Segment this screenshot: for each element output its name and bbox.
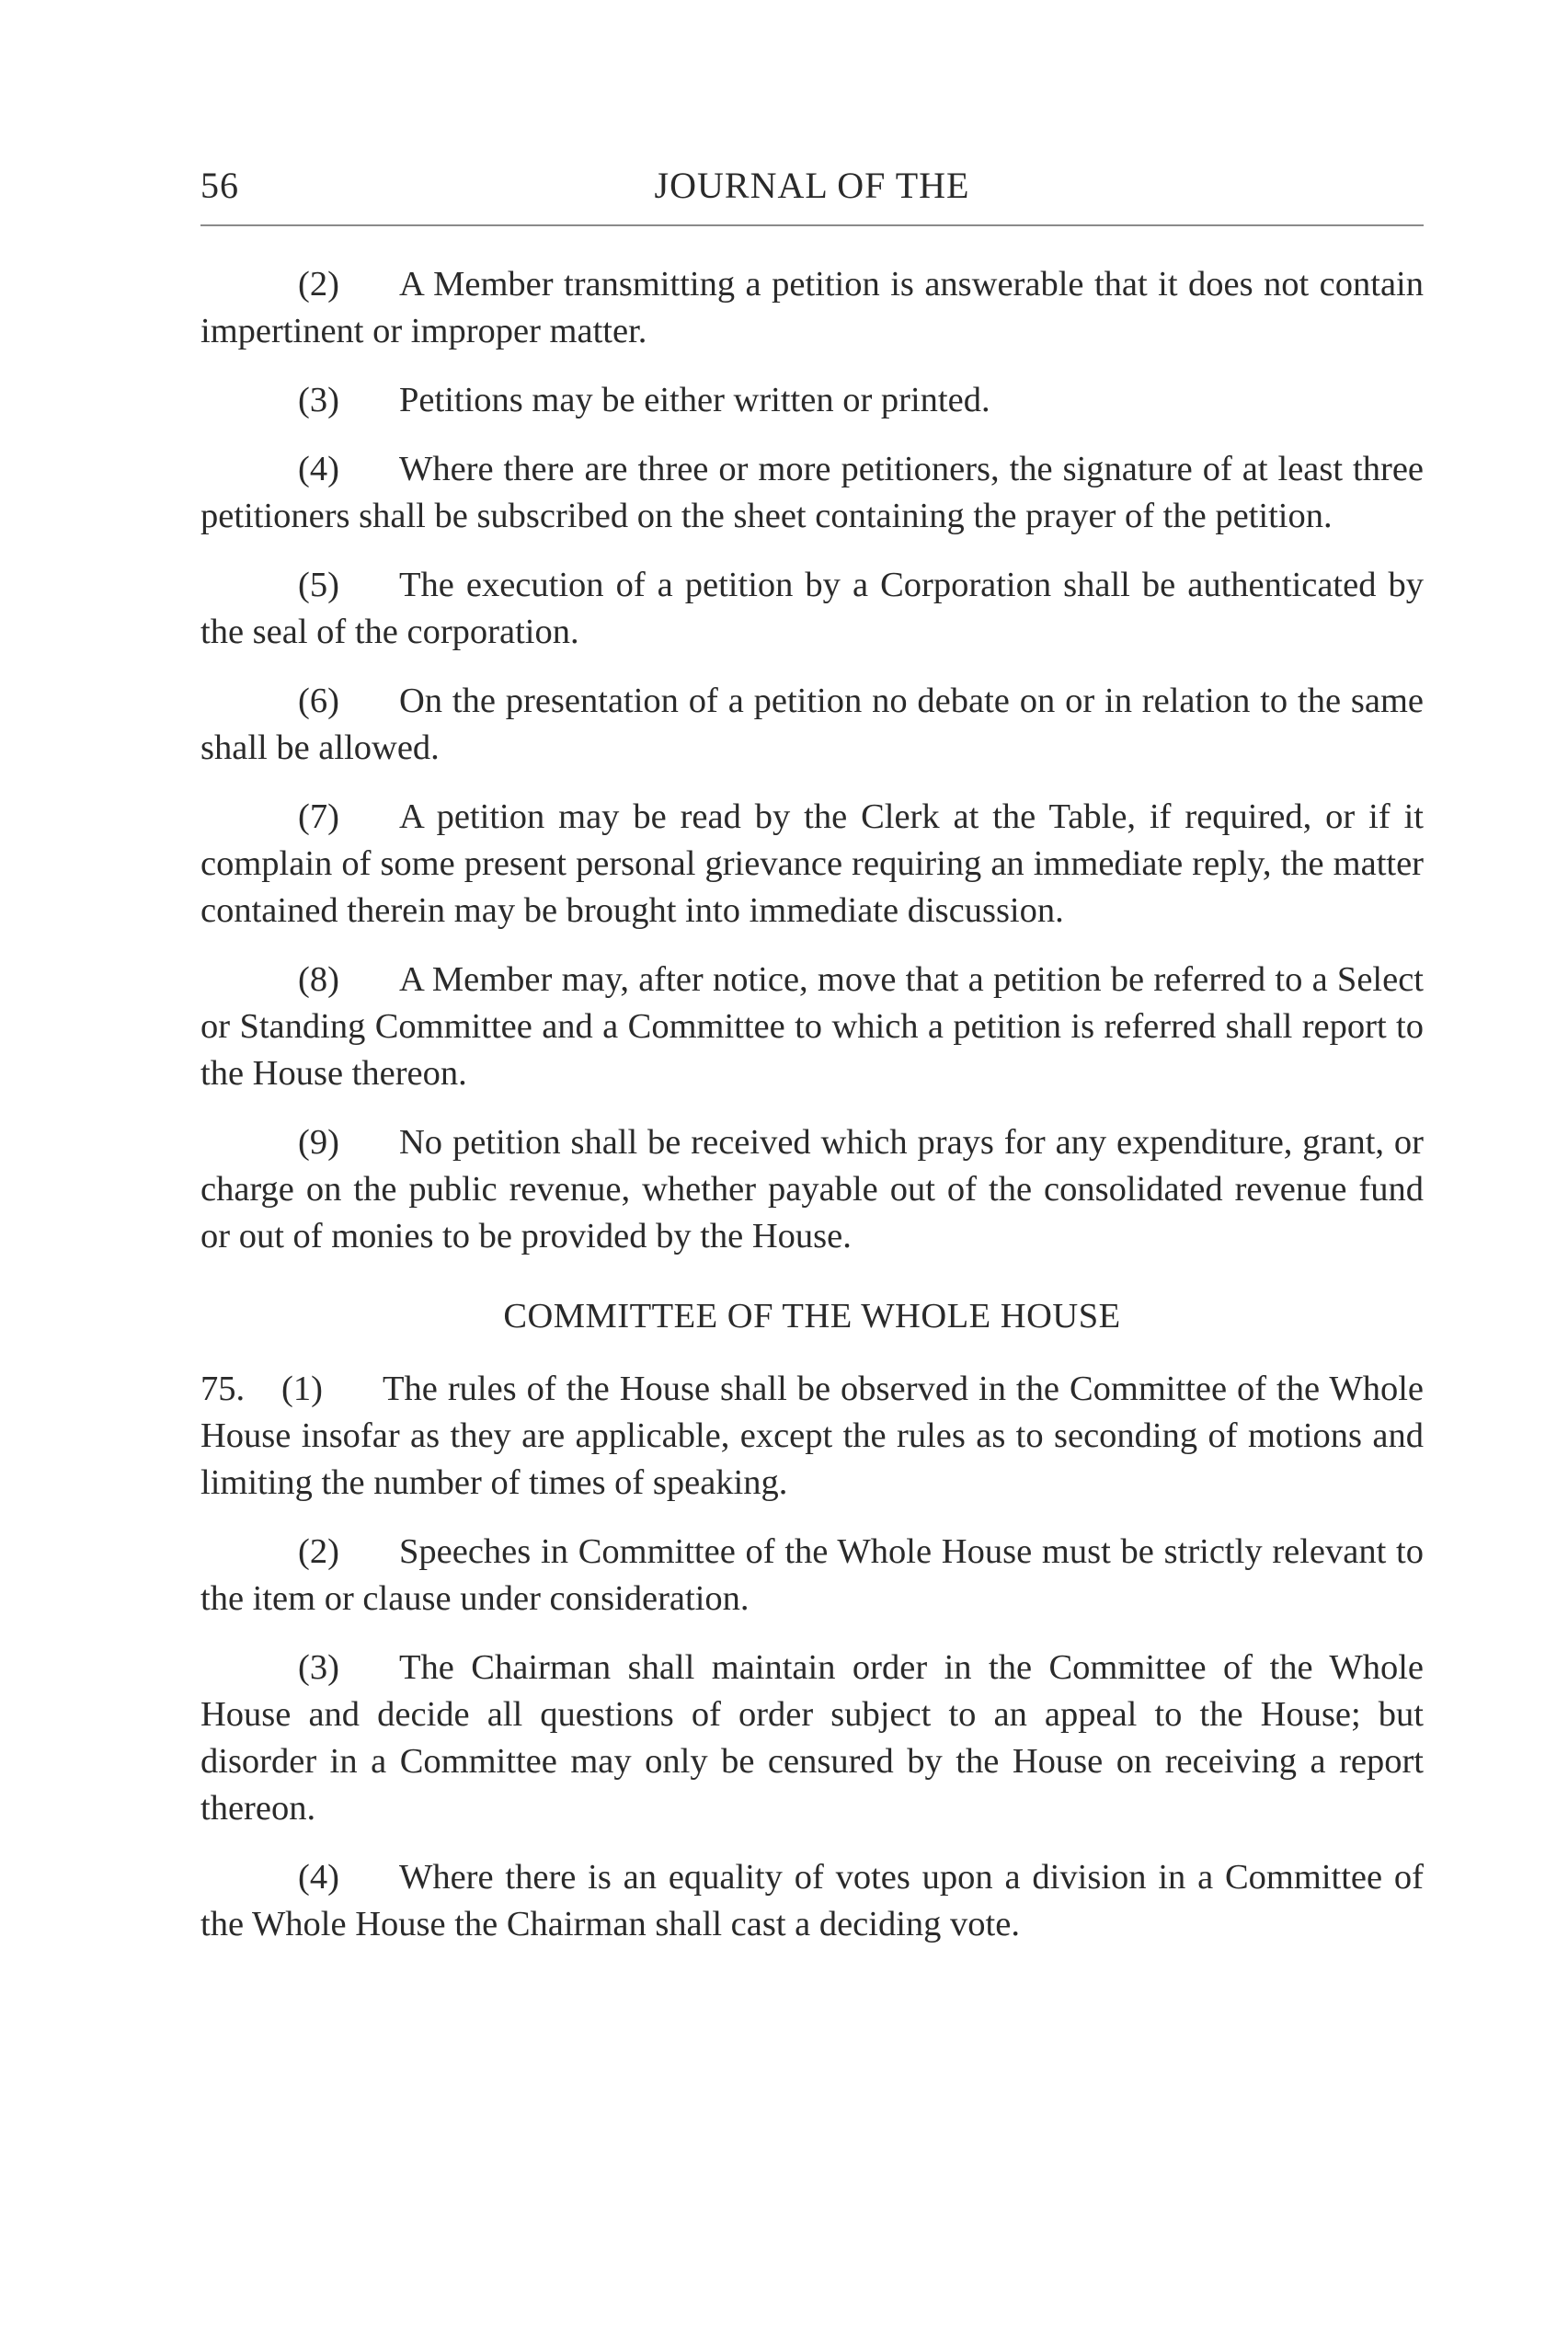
rule-75-paragraph-2 (200, 1529, 1424, 1622)
paragraph-2 (200, 261, 1424, 355)
paragraph-text: A petition may be read by the Clerk at the Table, if required, or if it complain of some present personal grievance requiring an immediate reply, the matter contained therein may be brought into immediate discussion. (200, 797, 1424, 930)
paragraph-number: (7) (298, 797, 339, 836)
rule-75-paragraph-3 (200, 1645, 1424, 1832)
body-text (200, 261, 1424, 1948)
paragraph-number: (2) (298, 265, 339, 304)
running-head (200, 164, 1424, 219)
rule-75-paragraph-1 (200, 1366, 1424, 1507)
paragraph-5 (200, 562, 1424, 656)
paragraph-number: (2) (298, 1532, 339, 1571)
paragraph-text: No petition shall be received which prays for any expenditure, grant, or charge on the public revenue, whether payable out of the consolidated revenue fund or out of monies to be provided by the House. (200, 1123, 1424, 1255)
page-number: 56 (200, 165, 239, 206)
paragraph-text: The rules of the House shall be observed in the Committee of the Whole House insofar as they are applicable, except the rules as to seconding of motions and limiting the number of times of speaking. (200, 1370, 1424, 1502)
paragraph-number: (5) (298, 566, 339, 604)
paragraph-3 (200, 377, 1424, 424)
rule-number: 75. (200, 1370, 246, 1408)
paragraph-number: (1) (281, 1370, 323, 1408)
paragraph-number: (6) (298, 682, 339, 720)
paragraph-text: Where there are three or more petitioners, the signature of at least three petitioners shall be subscribed on the sheet containing the prayer of the petition. (200, 450, 1424, 535)
rule-75-paragraph-4 (200, 1854, 1424, 1948)
paragraph-8 (200, 957, 1424, 1097)
paragraph-text: A Member may, after notice, move that a petition be referred to a Select or Standing Committee and a Committee to which a petition is referred shall report to the House thereon. (200, 960, 1424, 1093)
paragraph-number: (4) (298, 1858, 339, 1897)
paragraph-number: (4) (298, 450, 339, 488)
section-heading: COMMITTEE OF THE WHOLE HOUSE (503, 1297, 1121, 1335)
paragraph-number: (3) (298, 381, 339, 419)
paragraph-9 (200, 1119, 1424, 1260)
paragraph-text: A Member transmitting a petition is answerable that it does not contain impertinent or improper matter. (200, 265, 1424, 350)
paragraph-text: On the presentation of a petition no debate on or in relation to the same shall be allowed. (200, 682, 1424, 767)
paragraph-text: Petitions may be either written or printed. (399, 381, 990, 419)
paragraph-number: (9) (298, 1123, 339, 1162)
paragraph-text: The execution of a petition by a Corporation shall be authenticated by the seal of the corporation. (200, 566, 1424, 651)
paragraph-4 (200, 446, 1424, 540)
paragraph-text: Where there is an equality of votes upon a division in a Committee of the Whole House the Chairman shall cast a deciding vote. (200, 1858, 1424, 1943)
paragraph-6 (200, 678, 1424, 772)
paragraph-number: (8) (298, 960, 339, 999)
paragraph-text: Speeches in Committee of the Whole House must be strictly relevant to the item or clause under consideration. (200, 1532, 1424, 1618)
running-title: JOURNAL OF THE (654, 165, 970, 206)
journal-page (200, 164, 1424, 1970)
paragraph-7 (200, 794, 1424, 934)
header-rule (200, 224, 1424, 226)
paragraph-number: (3) (298, 1648, 339, 1687)
paragraph-text: The Chairman shall maintain order in the Committee of the Whole House and decide all questions of order subject to an appeal to the House; but disorder in a Committee may only be censured by the House on receiving a report thereon. (200, 1648, 1424, 1828)
